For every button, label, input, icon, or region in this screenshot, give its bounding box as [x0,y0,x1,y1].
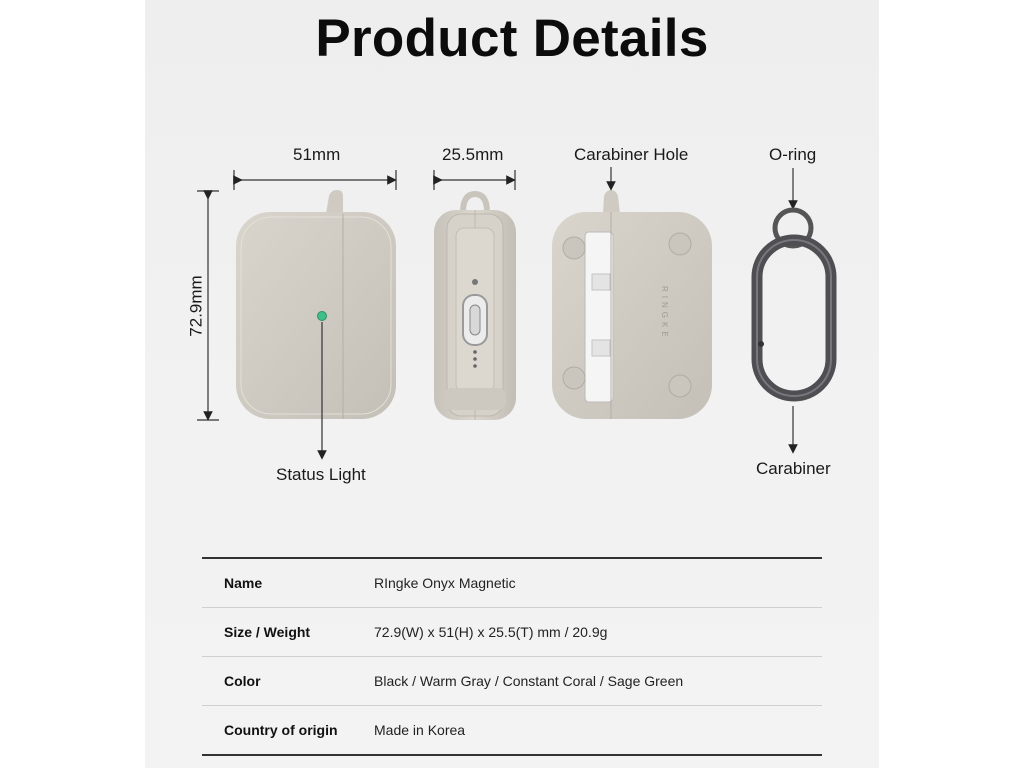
thickness-label: 25.5mm [442,145,504,164]
status-light-label: Status Light [276,465,366,484]
spec-row [202,608,822,657]
status-light-led [318,312,327,321]
height-label: 72.9mm [186,275,206,337]
specs-table [202,557,822,756]
spec-row [202,706,822,756]
spec-value: 72.9(W) x 51(H) x 25.5(T) mm / 20.9g [374,624,608,640]
carabiner-accessory [757,168,831,449]
o-ring-label: O-ring [769,145,817,164]
width-label: 51mm [293,145,341,164]
spec-value: Black / Warm Gray / Constant Coral / Sage Green [374,673,684,689]
spec-row [202,557,822,608]
spec-row [202,657,822,706]
spec-label: Country of origin [224,722,338,738]
spec-label: Size / Weight [224,624,311,640]
case-front-view [236,190,396,455]
spec-label: Color [224,673,261,689]
carabiner-shape [757,240,831,396]
case-side-view [434,194,516,420]
spec-label: Name [224,575,263,591]
page-title: Product Details [315,9,709,68]
case-back-view [552,167,712,419]
carabiner-hole-label: Carabiner Hole [574,145,689,164]
thickness-dimension-line [434,170,515,190]
spec-value: RIngke Onyx Magnetic [374,575,516,591]
brand-engraving: RINGKE [660,286,669,341]
spec-value: Made in Korea [374,722,466,738]
width-dimension-line [234,170,396,190]
carabiner-label: Carabiner [756,459,831,478]
